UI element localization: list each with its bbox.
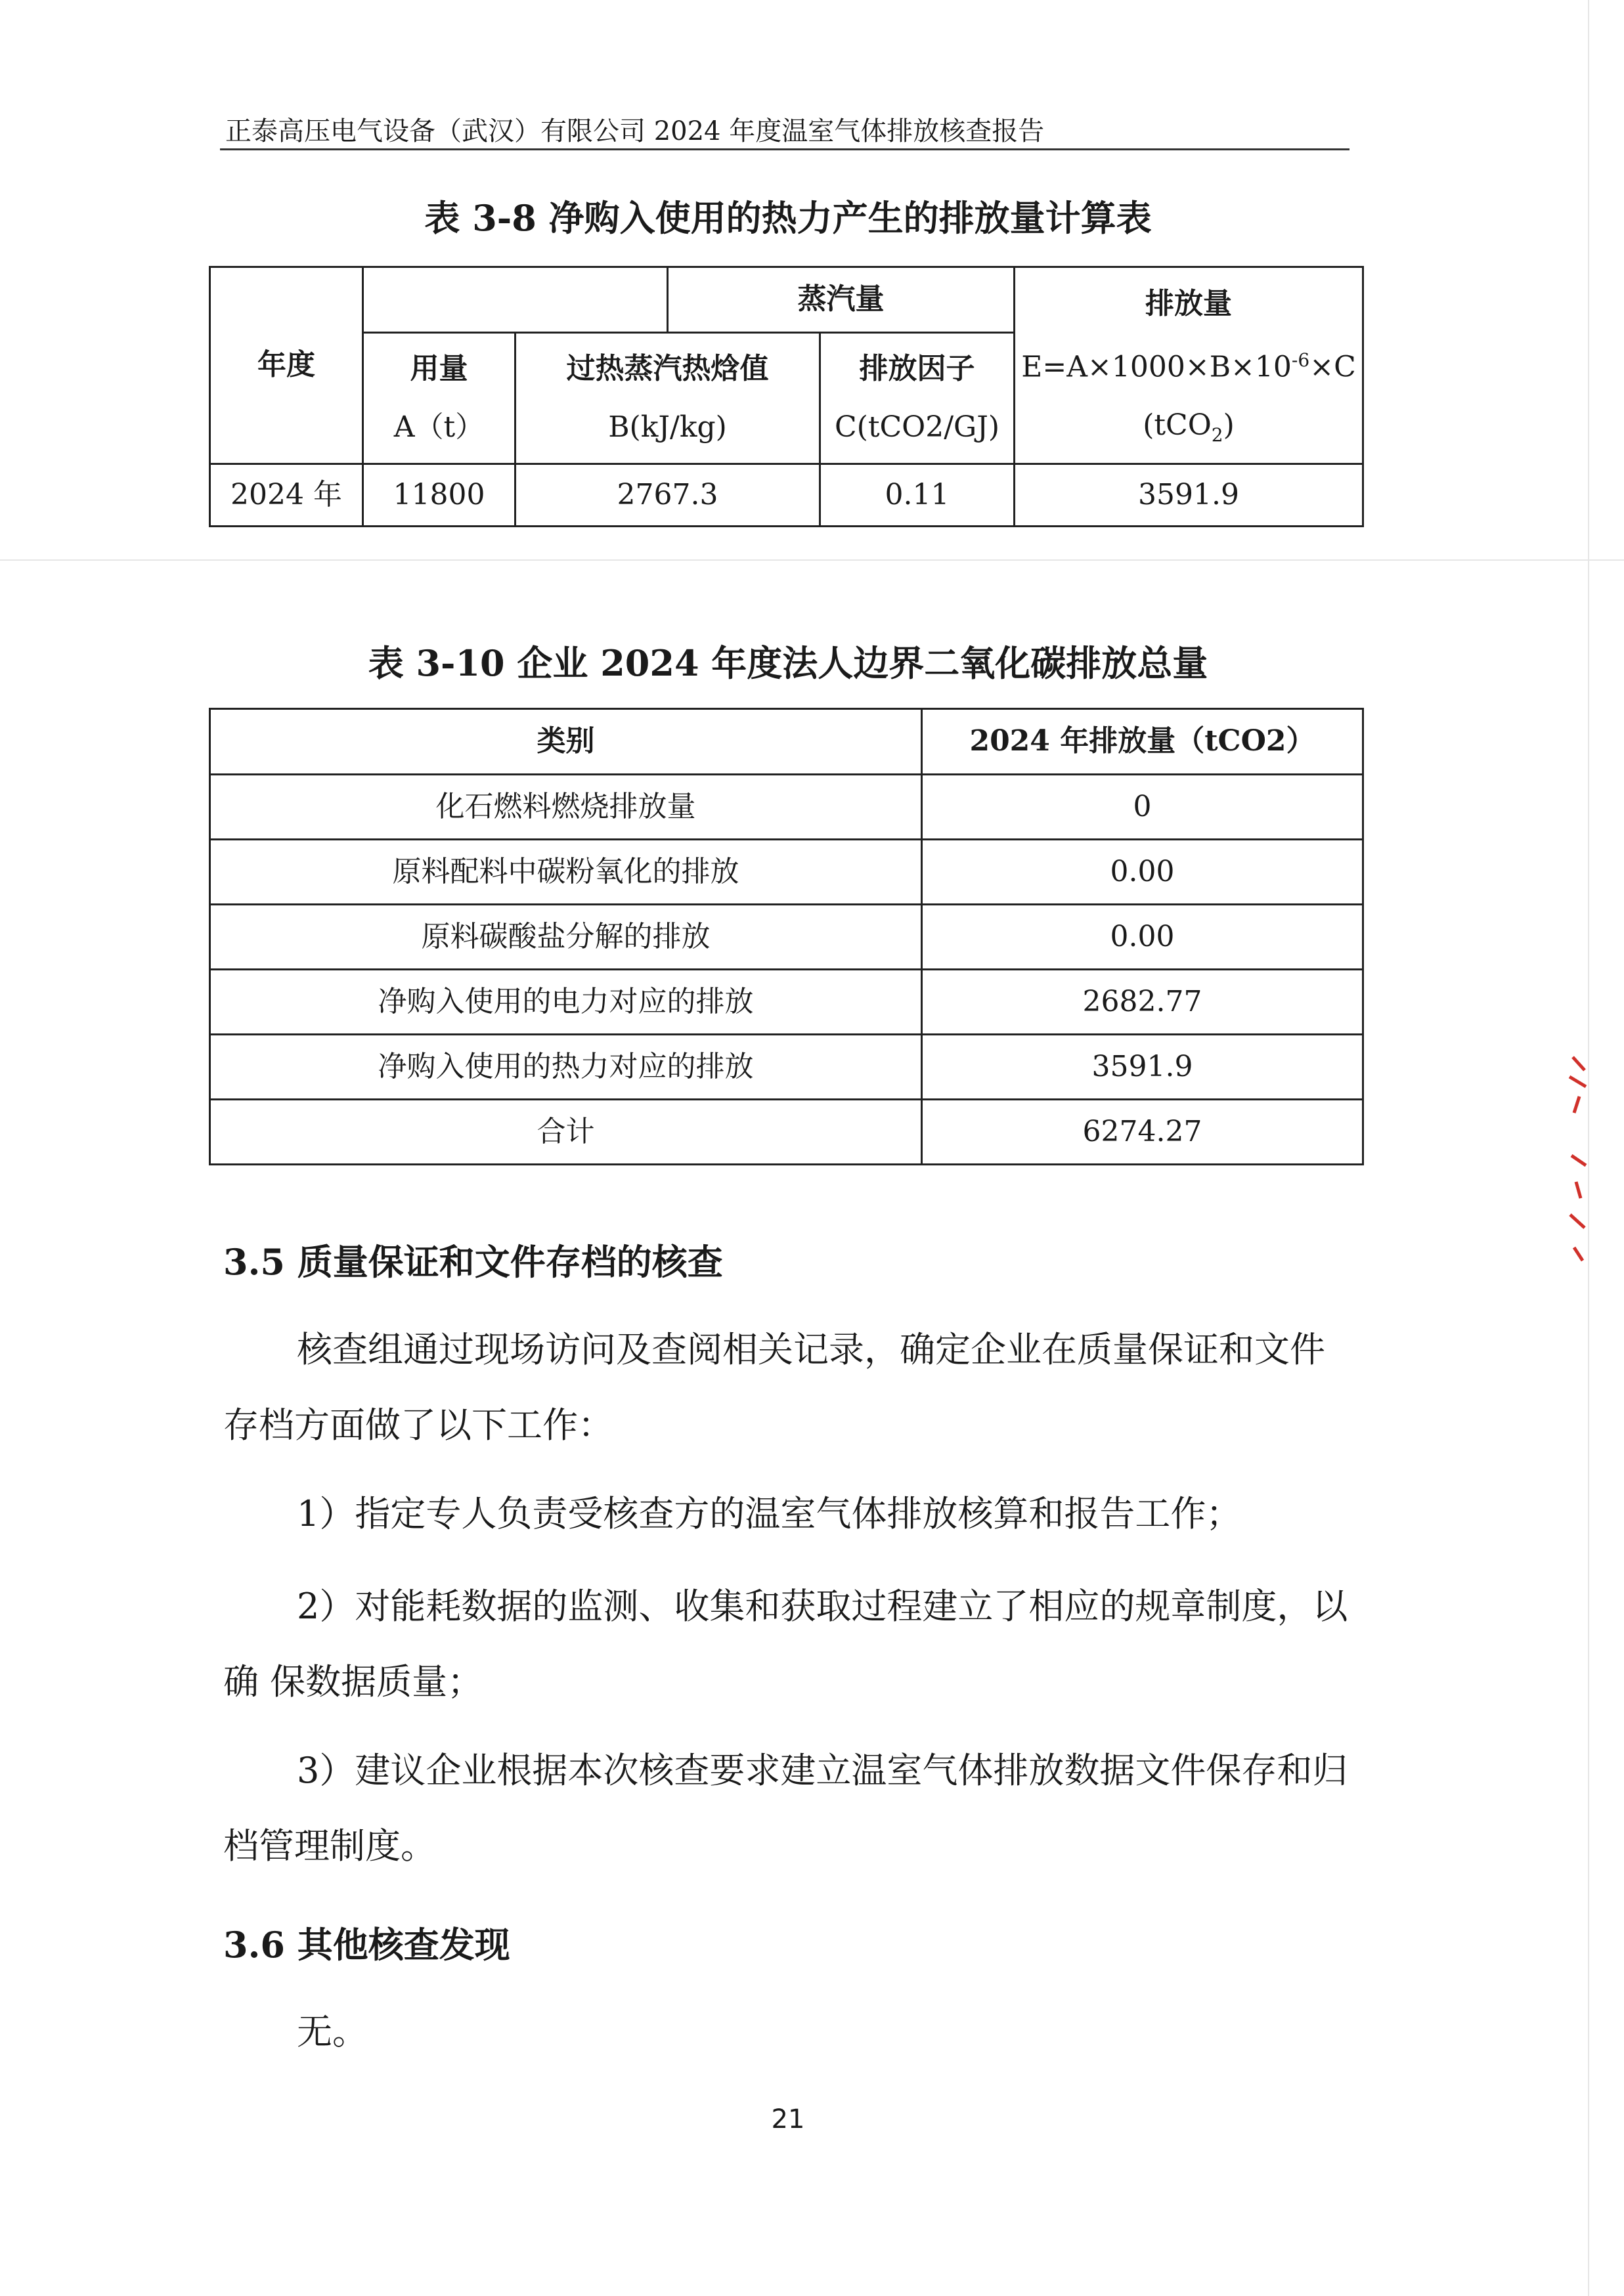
category-cell: 化石燃料燃烧排放量 bbox=[210, 775, 922, 840]
table-3-8-caption: 表 3-8 净购入使用的热力产生的排放量计算表 bbox=[424, 197, 1152, 239]
page-divider-line bbox=[0, 559, 1624, 561]
usage-header: 用量 A（t） bbox=[363, 333, 516, 464]
enthalpy-cell: 2767.3 bbox=[516, 464, 820, 527]
table-row bbox=[210, 464, 1363, 527]
page-number: 21 bbox=[771, 2104, 805, 2134]
table-row bbox=[210, 840, 1363, 905]
category-cell: 净购入使用的热力对应的排放 bbox=[210, 1035, 922, 1100]
value-cell: 0 bbox=[922, 775, 1363, 840]
value-cell: 3591.9 bbox=[922, 1035, 1363, 1100]
table-row bbox=[210, 970, 1363, 1035]
header-rule bbox=[220, 148, 1350, 150]
table-row bbox=[210, 905, 1363, 970]
report-header: 正泰高压电气设备（武汉）有限公司 2024 年度温室气体排放核查报告 bbox=[225, 116, 1045, 146]
table-row bbox=[210, 775, 1363, 840]
section-3-5-title: 3.5 质量保证和文件存档的核查 bbox=[223, 1241, 723, 1283]
table-3-10-caption: 表 3-10 企业 2024 年度法人边界二氧化碳排放总量 bbox=[368, 642, 1208, 684]
value-cell: 2682.77 bbox=[922, 970, 1363, 1035]
value-cell: 0.00 bbox=[922, 840, 1363, 905]
section-3-5-item-2: 2）对能耗数据的监测、收集和获取过程建立了相应的规章制度，以确 保数据质量； bbox=[223, 1586, 1348, 1702]
section-3-6-body: 无。 bbox=[297, 2011, 368, 2052]
category-header: 类别 bbox=[210, 709, 922, 775]
table-3-10 bbox=[209, 708, 1364, 1165]
year-cell: 2024 年 bbox=[210, 464, 363, 527]
value-header: 2024 年排放量（tCO2） bbox=[922, 709, 1363, 775]
value-cell: 6274.27 bbox=[922, 1100, 1363, 1165]
year-header: 年度 bbox=[210, 267, 363, 464]
category-cell: 净购入使用的电力对应的排放 bbox=[210, 970, 922, 1035]
seal-fragment-icon bbox=[1566, 1051, 1592, 1267]
value-cell: 0.00 bbox=[922, 905, 1363, 970]
enthalpy-header: 过热蒸汽热焓值 B(kJ/kg) bbox=[516, 333, 820, 464]
section-3-5-item-3: 3）建议企业根据本次核查要求建立温室气体排放数据文件保存和归档管理制度。 bbox=[223, 1750, 1348, 1867]
factor-header: 排放因子 C(tCO2/GJ) bbox=[820, 333, 1015, 464]
usage-cell: 11800 bbox=[363, 464, 516, 527]
section-3-6-title: 3.6 其他核查发现 bbox=[223, 1924, 510, 1966]
section-3-5-item-1: 1）指定专人负责受核查方的温室气体排放核算和报告工作； bbox=[297, 1493, 1242, 1534]
emission-header: 排放量 $E=A\times 1000\times B\times 10^{-6}\times C$ (tCO$_2$) bbox=[1015, 267, 1363, 464]
steam-header: 蒸汽量 bbox=[668, 267, 1015, 333]
category-cell: 原料碳酸盐分解的排放 bbox=[210, 905, 922, 970]
category-cell: 合计 bbox=[210, 1100, 922, 1165]
table-row bbox=[210, 1035, 1363, 1100]
factor-cell: 0.11 bbox=[820, 464, 1015, 527]
category-cell: 原料配料中碳粉氧化的排放 bbox=[210, 840, 922, 905]
section-3-5-intro: 核查组通过现场访问及查阅相关记录，确定企业在质量保证和文件存档方面做了以下工作： bbox=[223, 1329, 1325, 1446]
table-row bbox=[210, 1100, 1363, 1165]
emission-cell: 3591.9 bbox=[1015, 464, 1363, 527]
table-3-8 bbox=[209, 266, 1364, 527]
empty-header-cell bbox=[363, 267, 668, 333]
